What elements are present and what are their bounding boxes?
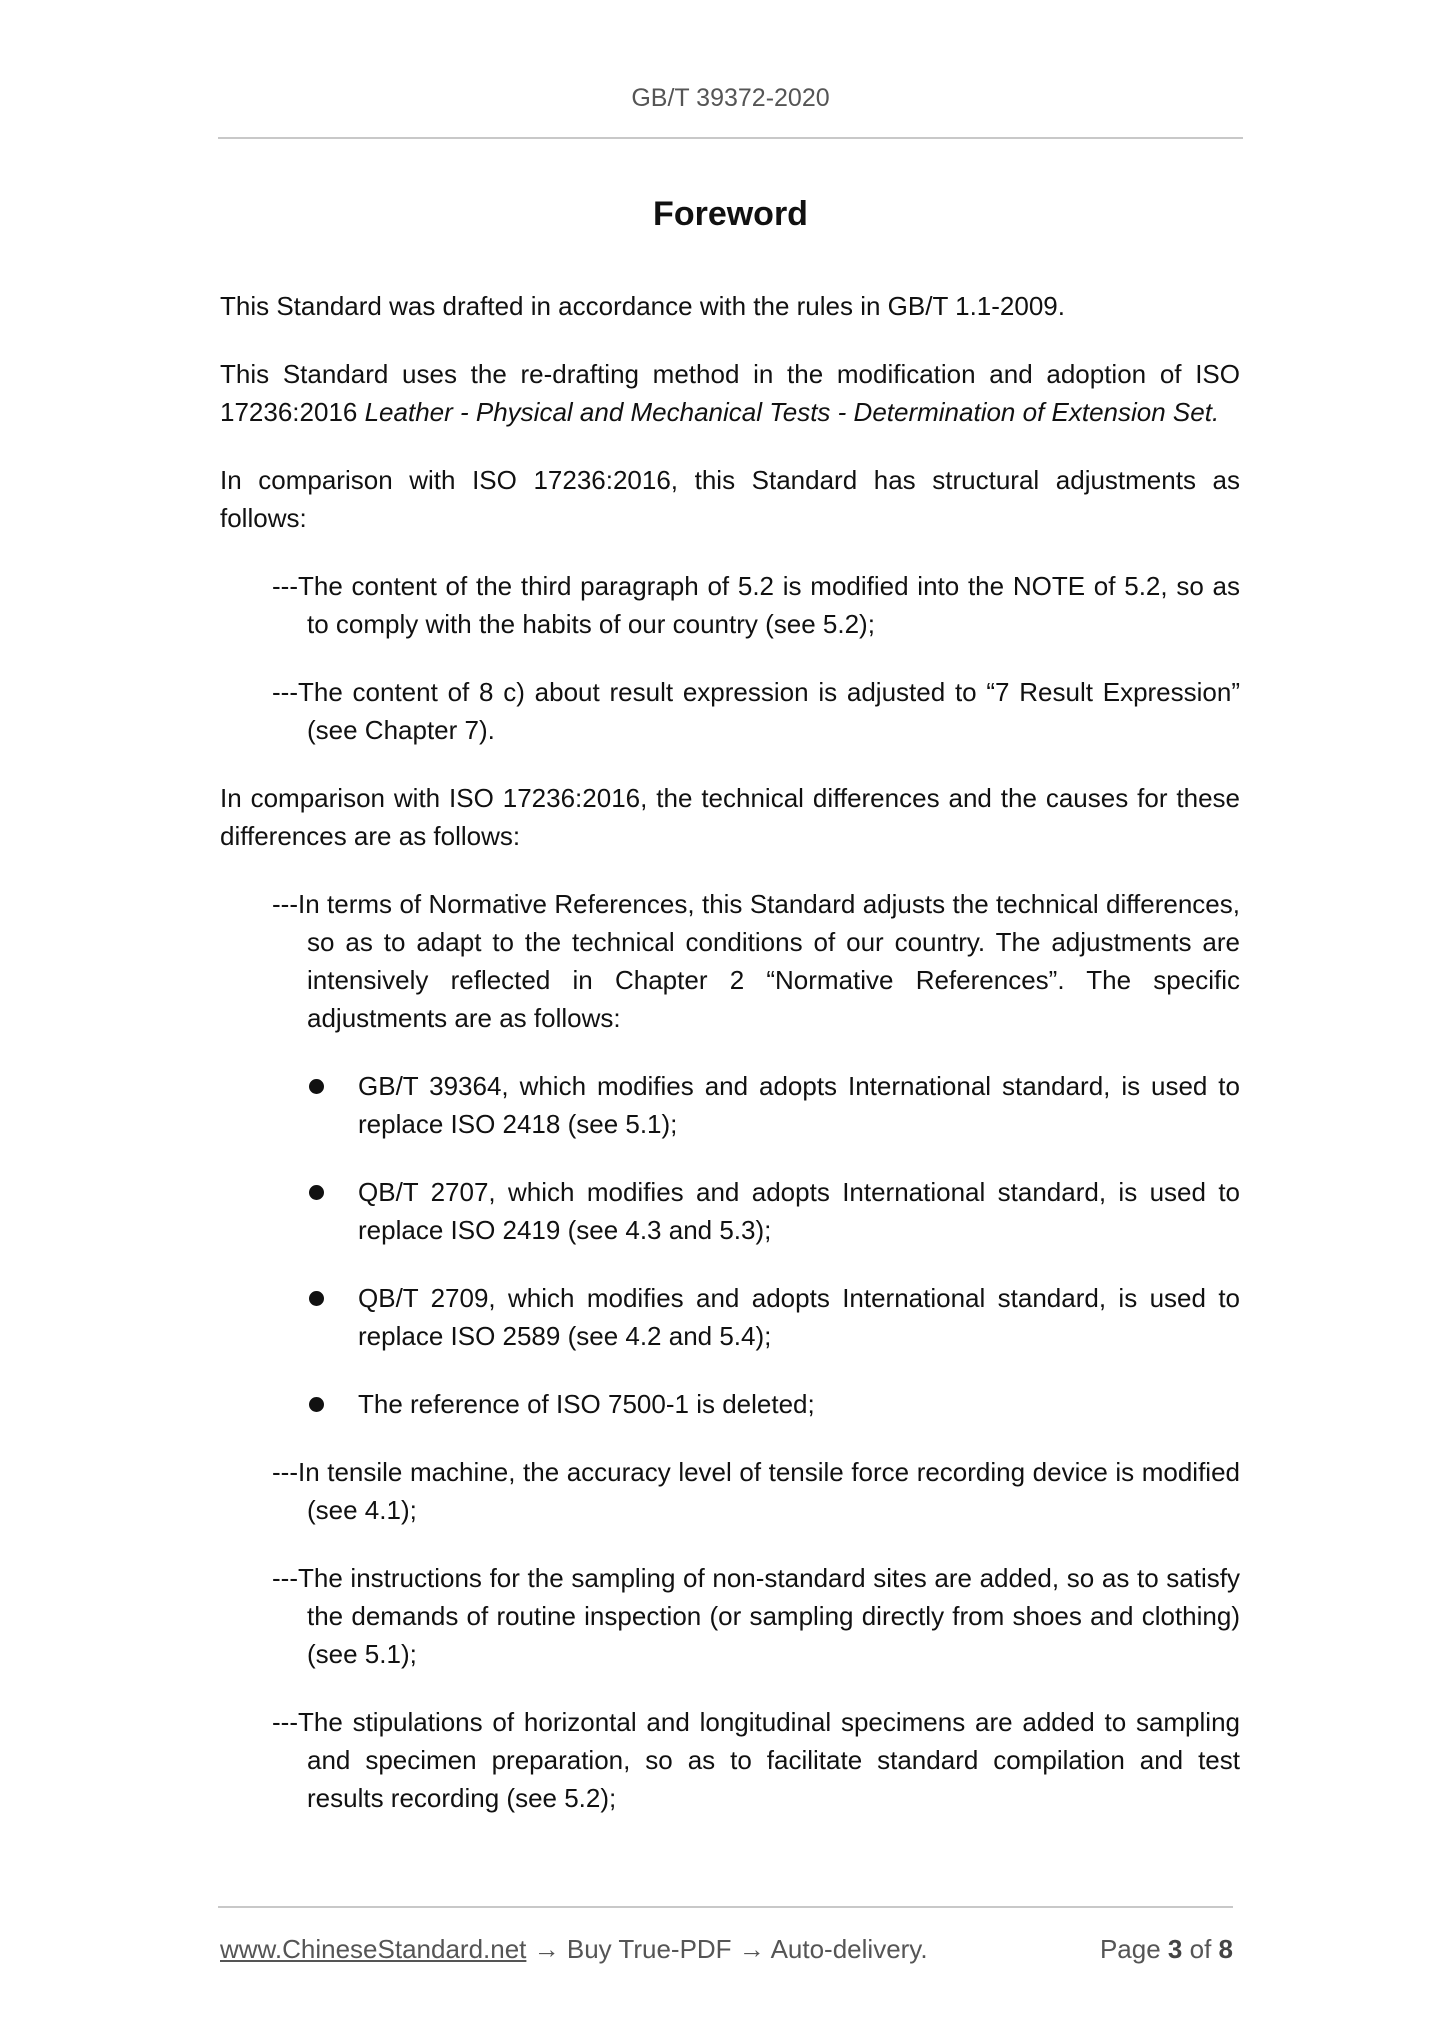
bullet-item — [358, 1067, 1240, 1143]
structural-item: ---The content of 8 c) about result expression is adjusted to “7 Result Expression” (see Chapter 7). — [272, 677, 1240, 745]
header-divider — [218, 137, 1243, 139]
footer-divider — [218, 1906, 1233, 1908]
technical-item: ---The stipulations of horizontal and longitudinal specimens are added to sampling and specimen preparation, so as to facilitate standard compilation and test results recording (see 5.2); — [272, 1707, 1240, 1813]
total-pages: 8 — [1218, 1934, 1233, 1964]
paragraph-structural-intro: In comparison with ISO 17236:2016, this Standard has structural adjustments as follows: — [220, 465, 1240, 533]
bullet-item — [358, 1385, 1240, 1423]
adopted-standard-title: Leather - Physical and Mechanical Tests - Determination of Extension Set. — [364, 397, 1220, 427]
page-title: Foreword — [653, 195, 808, 233]
bullet-item — [358, 1279, 1240, 1355]
document-body — [220, 287, 1240, 1847]
bullet-text: QB/T 2709, which modifies and adopts International standard, is used to replace ISO 2589 (see 4.2 and 5.4); — [358, 1283, 1240, 1351]
technical-item: ---In tensile machine, the accuracy level of tensile force recording device is modified (see 4.1); — [272, 1457, 1240, 1525]
technical-item: ---The instructions for the sampling of non-standard sites are added, so as to satisfy the demands of routine inspection (or sampling directly from shoes and clothing) (see 5.1); — [272, 1563, 1240, 1669]
bullet-item — [358, 1173, 1240, 1249]
bullet-text: GB/T 39364, which modifies and adopts International standard, is used to replace ISO 2418 (see 5.1); — [358, 1071, 1240, 1139]
bullet-text: The reference of ISO 7500-1 is deleted; — [358, 1389, 815, 1419]
page-number — [1100, 1934, 1233, 1965]
bullet-dot-icon — [309, 1079, 324, 1094]
paragraph-adoption — [220, 355, 1240, 431]
technical-item: ---In terms of Normative References, this Standard adjusts the technical differences, so as to adapt to the technical conditions of our country. The adjustments are intensively reflected in Chapter 2 “Normative References”. The specific adjustments are as follows: — [272, 889, 1240, 1033]
adoption-text: This Standard uses the re-drafting method in the modification and adoption of ISO 17236:2016 — [220, 359, 1240, 427]
bullet-text: QB/T 2707, which modifies and adopts International standard, is used to replace ISO 2419 (see 4.3 and 5.3); — [358, 1177, 1240, 1245]
page-label: Page — [1099, 1934, 1161, 1964]
bullet-dot-icon — [309, 1397, 324, 1412]
running-header: GB/T 39372-2020 — [631, 84, 830, 112]
bullet-dot-icon — [309, 1185, 324, 1200]
structural-item: ---The content of the third paragraph of 5.2 is modified into the NOTE of 5.2, so as to comply with the habits of our country (see 5.2); — [272, 571, 1240, 639]
footer-tagline: → Buy True-PDF → Auto-delivery. — [526, 1934, 928, 1964]
website-link[interactable]: www.ChineseStandard.net — [220, 1934, 527, 1964]
bullet-dot-icon — [309, 1291, 324, 1306]
footer-promo — [220, 1934, 928, 1965]
paragraph-technical-intro: In comparison with ISO 17236:2016, the technical differences and the causes for these differences are as follows: — [220, 783, 1240, 851]
of-label: of — [1189, 1934, 1212, 1964]
current-page: 3 — [1167, 1934, 1183, 1964]
paragraph-drafting-rules: This Standard was drafted in accordance with the rules in GB/T 1.1-2009. — [220, 291, 1065, 321]
